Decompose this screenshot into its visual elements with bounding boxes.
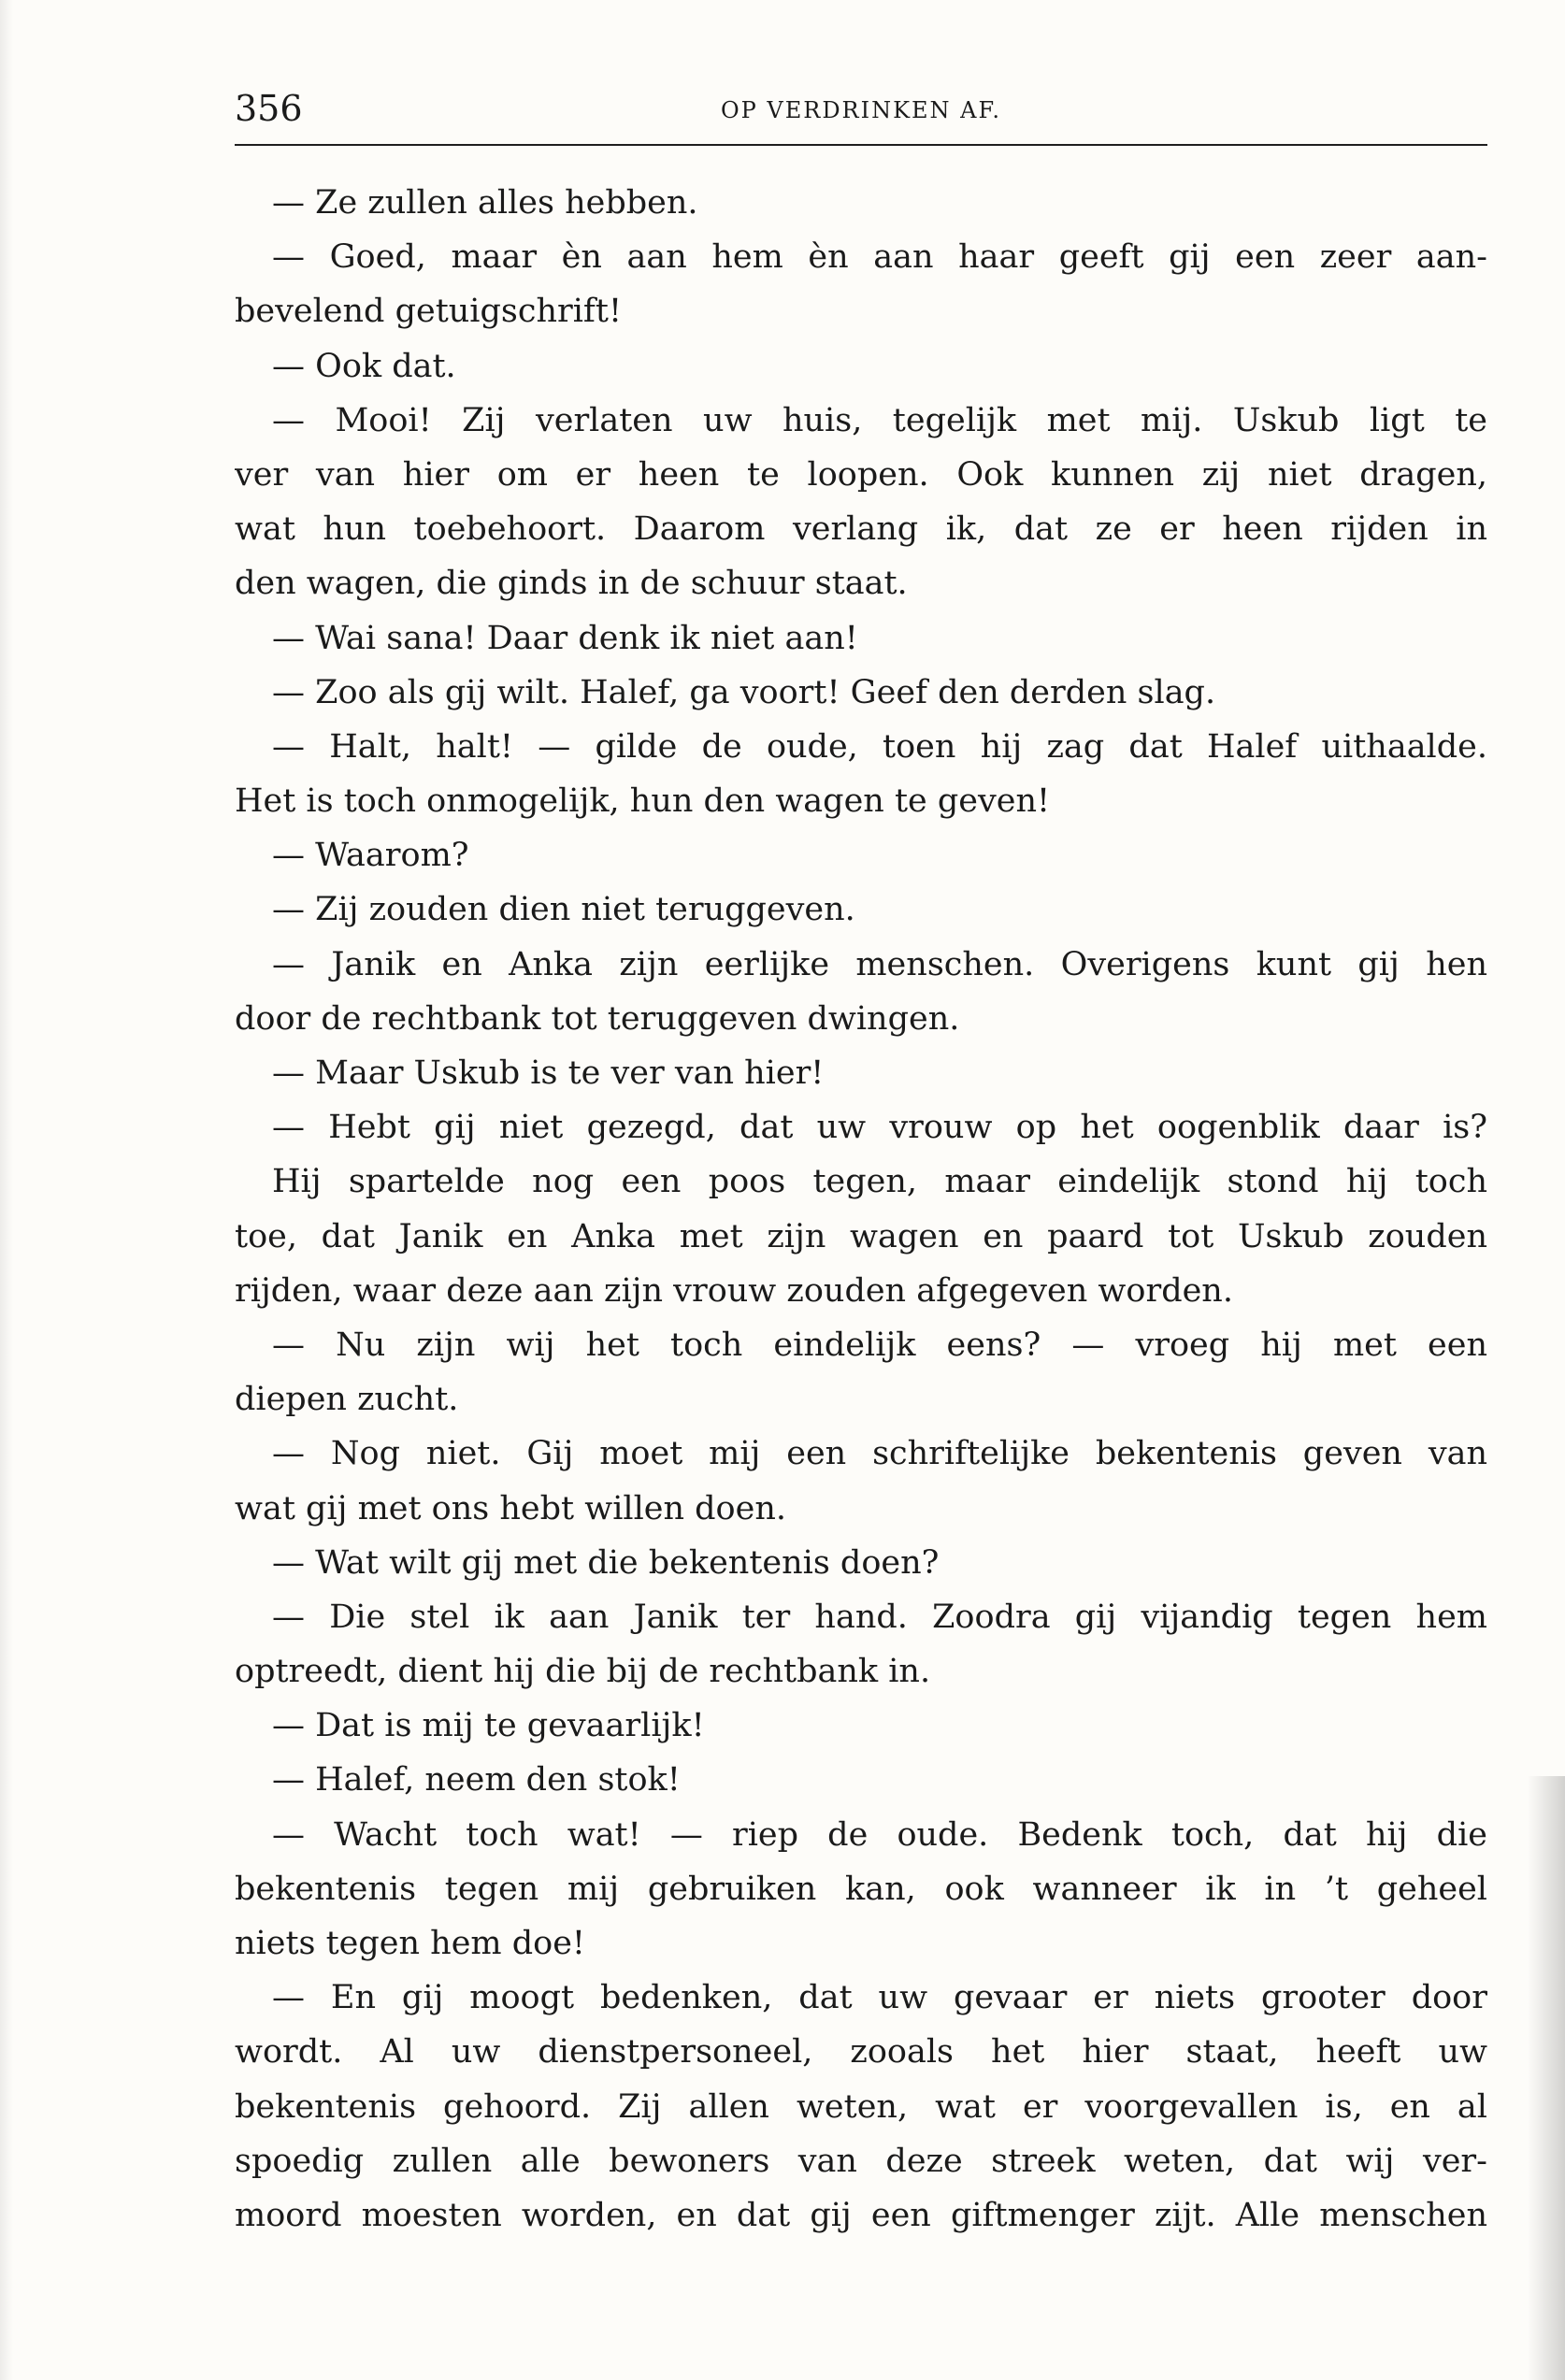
text-line: wat hun toebehoort. Daarom verlang ik, dat ze er heen rijden in bbox=[235, 510, 1487, 549]
text-line: — En gij moogt bedenken, dat uw gevaar er niets grooter door bbox=[272, 1979, 1487, 2017]
text-line: — Nu zijn wij het toch eindelijk eens? — vroeg hij met een bbox=[272, 1326, 1487, 1364]
page-number: 356 bbox=[235, 88, 303, 129]
text-line: — Wacht toch wat! — riep de oude. Bedenk toch, dat hij die bbox=[272, 1815, 1487, 1854]
text-line: — Wai sana! Daar denk ik niet aan! bbox=[272, 619, 858, 657]
scan-edge-left bbox=[0, 0, 13, 2380]
text-line: — Ze zullen alles hebben. bbox=[272, 184, 698, 222]
text-line: spoedig zullen alle bewoners van deze streek weten, dat wij ver- bbox=[235, 2142, 1487, 2180]
text-line: — Zij zouden dien niet teruggeven. bbox=[272, 891, 855, 929]
text-line: — Halef, neem den stok! bbox=[272, 1761, 681, 1799]
text-line: — Nog niet. Gij moet mij een schriftelijke bekentenis geven van bbox=[272, 1435, 1487, 1473]
text-line: — Mooi! Zij verlaten uw huis, tegelijk met mij. Uskub ligt te bbox=[272, 401, 1487, 439]
text-line: niets tegen hem doe! bbox=[235, 1925, 585, 1962]
text-line: Het is toch onmogelijk, hun den wagen te geven! bbox=[235, 782, 1051, 821]
text-line: bekentenis gehoord. Zij allen weten, wat er voorgevallen is, en al bbox=[235, 2087, 1487, 2126]
page-header bbox=[235, 86, 1487, 146]
text-line: door de rechtbank tot teruggeven dwingen. bbox=[235, 999, 960, 1038]
text-line: toe, dat Janik en Anka met zijn wagen en paard tot Uskub zouden bbox=[235, 1217, 1487, 1255]
text-line: ver van hier om er heen te loopen. Ook kunnen zij niet dragen, bbox=[235, 455, 1487, 494]
text-line: bekentenis tegen mij gebruiken kan, ook wanneer ik in ’t geheel bbox=[235, 1870, 1487, 1908]
text-line: Hij spartelde nog een poos tegen, maar eindelijk stond hij toch bbox=[272, 1163, 1487, 1201]
text-line: — Halt, halt! — gilde de oude, toen hij zag dat Halef uithaalde. bbox=[272, 727, 1487, 766]
text-line: — Waarom? bbox=[272, 837, 469, 875]
text-line: — Wat wilt gij met die bekentenis doen? bbox=[272, 1543, 940, 1582]
text-line: diepen zucht. bbox=[235, 1381, 459, 1419]
text-line: — Zoo als gij wilt. Halef, ga voort! Geef den derden slag. bbox=[272, 673, 1216, 711]
text-line: optreedt, dient hij die bij de rechtbank in. bbox=[235, 1653, 931, 1691]
running-title: OP VERDRINKEN AF. bbox=[720, 97, 1002, 123]
text-line: bevelend getuigschrift! bbox=[235, 293, 623, 331]
text-line: — Die stel ik aan Janik ter hand. Zoodra gij vijandig tegen hem bbox=[272, 1598, 1487, 1636]
text-line: moord moesten worden, en dat gij een giftmenger zijt. Alle menschen bbox=[235, 2196, 1487, 2234]
text-line: — Janik en Anka zijn eerlijke menschen. Overigens kunt gij hen bbox=[272, 945, 1487, 983]
text-line: — Goed, maar èn aan hem èn aan haar geeft gij een zeer aan- bbox=[272, 238, 1487, 277]
text-line: wat gij met ons hebt willen doen. bbox=[235, 1489, 787, 1527]
text-line: — Maar Uskub is te ver van hier! bbox=[272, 1054, 825, 1092]
text-line: — Dat is mij te gevaarlijk! bbox=[272, 1707, 705, 1745]
text-line: wordt. Al uw dienstpersoneel, zooals het hier staat, heeft uw bbox=[235, 2033, 1487, 2072]
text-line: rijden, waar deze aan zijn vrouw zouden afgegeven worden. bbox=[235, 1271, 1233, 1310]
scan-edge-right bbox=[1528, 1776, 1565, 2380]
text-line: den wagen, die ginds in de schuur staat. bbox=[235, 565, 908, 603]
text-line: — Hebt gij niet gezegd, dat uw vrouw op het oogenblik daar is? bbox=[272, 1109, 1487, 1147]
text-line: — Ook dat. bbox=[272, 347, 456, 385]
body-text bbox=[235, 176, 1487, 2243]
